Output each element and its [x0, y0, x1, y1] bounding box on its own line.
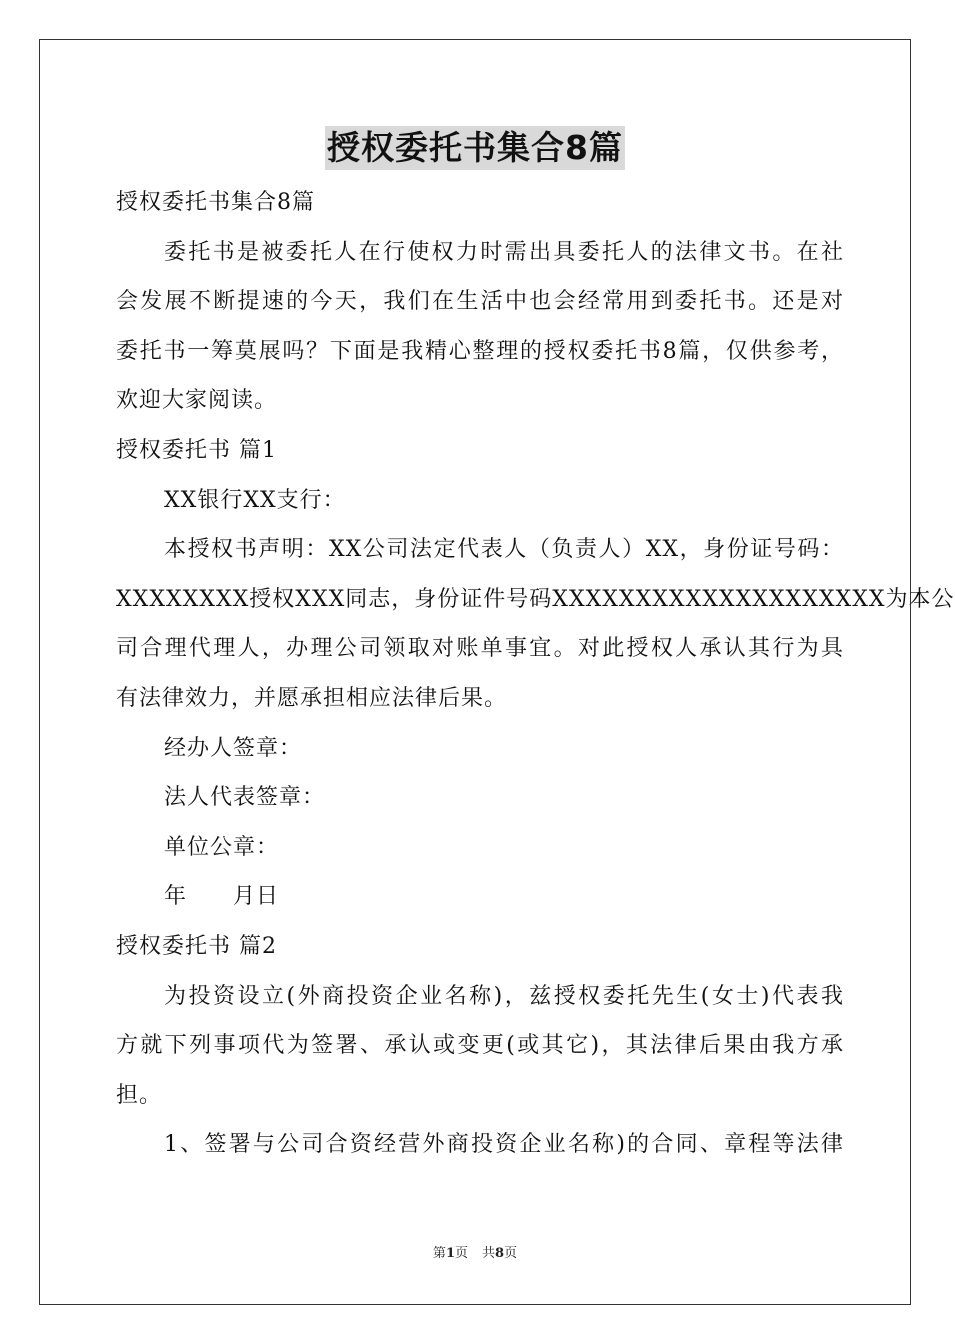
text-line: 法人代表签章： [164, 785, 326, 811]
text-line: 1、签署与公司合资经营外商投资企业名称)的合同、章程等法律 [164, 1132, 844, 1158]
text-line: 委托书一筹莫展吗？下面是我精心整理的授权委托书8篇，仅供参考， [116, 338, 844, 364]
text-line: 授权委托书 篇1 [116, 437, 277, 463]
text-line: 会发展不断提速的今天，我们在生活中也会经常用到委托书。还是对 [116, 289, 844, 315]
title-container [0, 126, 950, 170]
document-title: 授权委托书集合8篇 [325, 126, 625, 170]
text-line: 单位公章： [164, 834, 280, 860]
text-line: 有法律效力，并愿承担相应法律后果。 [116, 685, 508, 711]
footer-total-pages: 8 [495, 1246, 505, 1261]
text-line: 欢迎大家阅读。 [116, 388, 278, 414]
footer-total-prefix: 共 [482, 1246, 496, 1261]
text-line: 担。 [116, 1082, 163, 1108]
text-line: 授权委托书 篇2 [116, 933, 277, 959]
footer-page-number: 1 [445, 1246, 455, 1261]
footer-total-suffix: 页 [504, 1246, 518, 1261]
text-line: XXXXXXXX授权XXX同志，身份证件号码XXXXXXXXXXXXXXXXXXXX为本公 [116, 586, 955, 612]
page-footer [0, 1244, 950, 1264]
text-line: 年 月日 [164, 884, 280, 910]
text-line: 司合理代理人，办理公司领取对账单事宜。对此授权人承认其行为具 [116, 636, 844, 662]
text-line: 方就下列事项代为签署、承认或变更(或其它)，其法律后果由我方承 [116, 1033, 844, 1059]
text-line: 授权委托书集合8篇 [116, 190, 315, 215]
footer-page-suffix: 页 [454, 1246, 468, 1261]
text-line: 委托书是被委托人在行使权力时需出具委托人的法律文书。在社 [164, 239, 844, 265]
text-line: XX银行XX支行： [164, 487, 346, 513]
text-line: 为投资设立(外商投资企业名称)，兹授权委托先生(女士)代表我 [164, 983, 844, 1009]
document-body [116, 178, 955, 1170]
text-line: 经办人签章： [164, 735, 303, 761]
footer-page-prefix: 第 [432, 1246, 446, 1261]
text-line: 本授权书声明：XX公司法定代表人（负责人）XX，身份证号码： [164, 537, 844, 563]
